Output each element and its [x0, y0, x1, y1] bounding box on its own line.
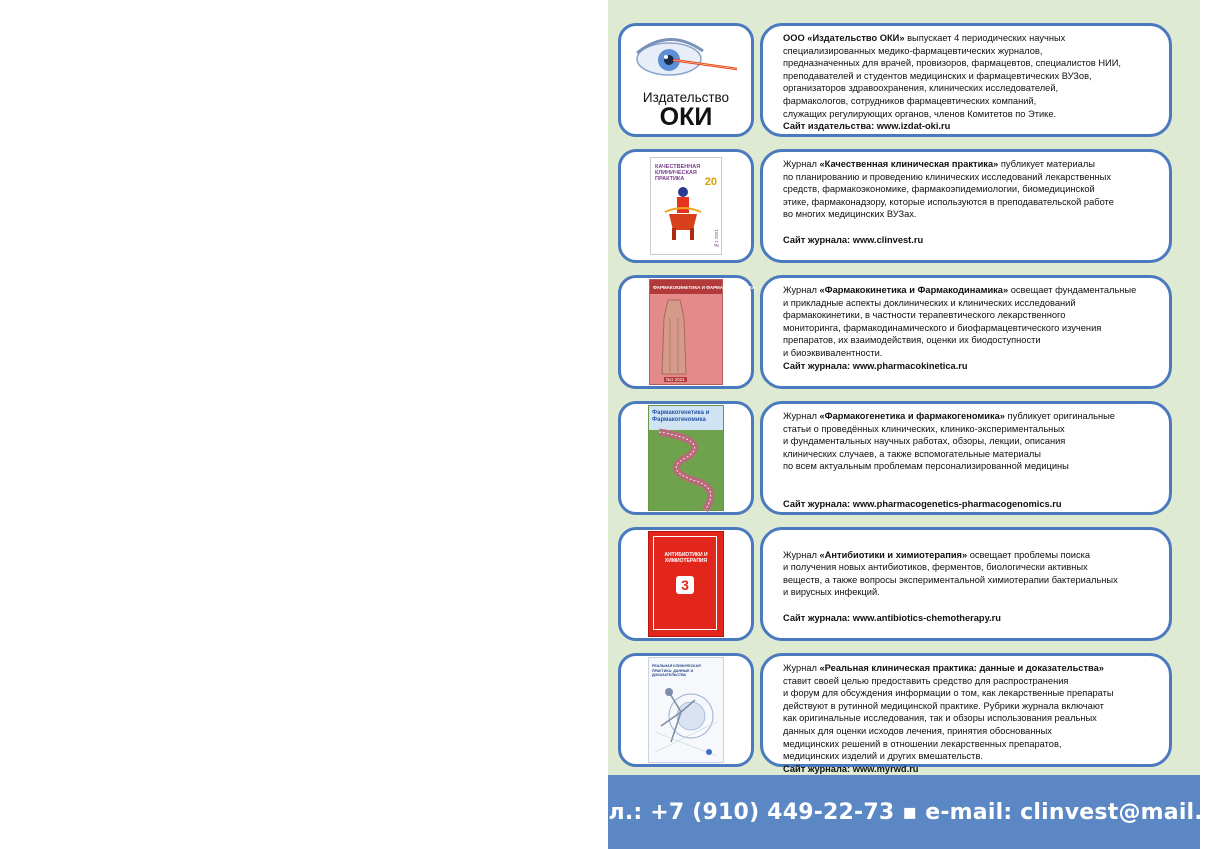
text-line: ООО «Издательство ОКИ» выпускает 4 периодических научных: [783, 33, 1066, 43]
logo-name: ОКИ: [659, 103, 713, 131]
text-line: данных для оценки исходов лечения, принятия обоснованных: [783, 725, 1052, 736]
text-line: Журнал «Реальная клиническая практика: данные и доказательства»: [783, 663, 1104, 673]
text-line: по планированию и проведению клинических исследований лекарственных: [783, 171, 1111, 182]
cover-issue: №1 2021: [666, 377, 685, 382]
logo-caption: Издательство: [642, 90, 730, 105]
contact-info[interactable]: Тел.: +7 (910) 449-22-73 ▪ e-mail: clinvest@mail.ru: [578, 799, 1230, 825]
text-line: организаторов здравоохранения, клинических исследователей,: [783, 83, 1059, 94]
blank-line: [783, 536, 1161, 549]
cover-title: Фармакогенетика и Фармакогеномика: [652, 410, 710, 423]
text-line: этике, фармаконадзору, которые используются в преподавательской работе: [783, 196, 1114, 207]
text-line: медицинских изделий и других вмешательств.: [783, 751, 983, 762]
publisher-logo-card: [618, 23, 754, 137]
cover-title: АНТИБИОТИКИ И ХИМИОТЕРАПИЯ: [664, 552, 708, 564]
publisher-row: [618, 23, 1172, 141]
text-line: и форум для обсуждения информации о том, как лекарственные препараты: [783, 688, 1114, 699]
text-line: и вирусных инфекций.: [783, 587, 880, 598]
publisher-logo: [631, 31, 741, 129]
text-line: и биоэквивалентности.: [783, 347, 883, 358]
journal-description: [760, 149, 1172, 263]
text-line: фармакокинетики, в частности терапевтического лекарственного: [783, 310, 1066, 321]
contact-footer: [578, 775, 1230, 849]
text-line: по всем актуальным проблемам персонализированной медицины: [783, 461, 1069, 472]
journal-row-clinvest: [618, 149, 1172, 267]
journal-site-link[interactable]: Сайт журнала: www.clinvest.ru: [783, 234, 924, 245]
text-line: служащих регулирующих органов, членов Комитетов по Этике.: [783, 108, 1057, 119]
text-line: и получения новых антибиотиков, ферментов, биологически активных: [783, 562, 1088, 573]
text-line: средств, фармакоэкономике, фармакоэпидемиологии, биомедицинской: [783, 184, 1095, 195]
journal-cover-card: [618, 401, 754, 515]
journal-cover-pharmacogenetics: [648, 405, 724, 511]
text-line: Журнал «Антибиотики и химиотерапия» освещает проблемы поиска: [783, 549, 1091, 560]
journal-site-link[interactable]: Сайт журнала: www.myrwd.ru: [783, 763, 919, 774]
publisher-site-link[interactable]: Сайт издательства: www.izdat-oki.ru: [783, 121, 951, 132]
text-line: ставит своей целью предоставить средство для распространения: [783, 675, 1069, 686]
text-line: клинических случаев, а также вспомогательные материалы: [783, 448, 1041, 459]
journal-cover-clinvest: [650, 157, 722, 255]
blank-left-page: [0, 0, 608, 849]
journal-row-antibiotics: [618, 527, 1172, 645]
cover-issue: №1 2021: [714, 229, 719, 248]
text-line: действуют в рутинной медицинской практике. Рубрики журнала включают: [783, 700, 1104, 711]
text-line: как оригинальные исследования, так и обзоры использования реальных: [783, 713, 1097, 724]
cover-title: РЕАЛЬНАЯ КЛИНИЧЕСКАЯ ПРАКТИКА: ДАННЫЕ И ДОКАЗАТЕЛЬСТВА: [652, 664, 701, 677]
journal-site-link[interactable]: Сайт журнала: www.antibiotics-chemotherapy.ru: [783, 612, 1001, 623]
text-line: преподавателей и студентов медицинских и фармацевтических ВУЗов,: [783, 70, 1092, 81]
cover-title: КАЧЕСТВЕННАЯ КЛИНИЧЕСКАЯ ПРАКТИКА: [655, 164, 701, 182]
blank-line: [783, 599, 1161, 612]
network-figure-icon: [651, 682, 721, 760]
text-line: Журнал «Фармакогенетика и фармакогеномика» публикует оригинальные: [783, 411, 1115, 421]
text-line: фармакологов, сотрудников фармацевтических компаний,: [783, 95, 1037, 106]
journal-row-myrwd: [618, 653, 1172, 774]
text-line: препаратов, их взаимодействия, оценки их биодоступности: [783, 335, 1041, 346]
text-line: Журнал «Фармакокинетика и Фармакодинамика» освещает фундаментальные: [783, 285, 1137, 295]
blank-line: [783, 221, 1161, 234]
journal-cover-card: [618, 275, 754, 389]
journal-description: [760, 401, 1172, 515]
text-line: и прикладные аспекты доклинических и клинических исследований: [783, 297, 1076, 308]
blank-line: [783, 473, 1161, 486]
journal-cover-card: [618, 527, 754, 641]
cover-issue: 3: [676, 576, 694, 594]
rider-illustration-icon: [663, 184, 703, 242]
journal-description: [760, 275, 1172, 389]
journal-cover-card: [618, 149, 754, 263]
journal-site-link[interactable]: Сайт журнала: www.pharmacogenetics-pharmacogenomics.ru: [783, 499, 1062, 510]
journal-description: [760, 527, 1172, 641]
text-line: во многих медицинских ВУЗах.: [783, 209, 917, 220]
text-line: Журнал «Качественная клиническая практика» публикует материалы: [783, 159, 1095, 169]
journal-row-pharmacogenetics: [618, 401, 1172, 519]
winding-road-icon: [649, 430, 723, 510]
eye-laser-icon: [631, 31, 741, 83]
statue-illustration-icon: [658, 298, 690, 376]
text-line: веществ, а также вопросы экспериментальной химиотерапии бактериальных: [783, 574, 1118, 585]
text-line: предназначенных для врачей, провизоров, фармацевтов, специалистов НИИ,: [783, 58, 1121, 69]
journal-cover-pharmacokinetica: [649, 279, 756, 385]
cover-title: ФАРМАКОКИНЕТИКА И ФАРМАКОДИНАМИКА: [653, 285, 756, 290]
text-line: мониторинга, фармакодинамического и биофармацевтического изучения: [783, 322, 1102, 333]
text-line: специализированных медико-фармацевтических журналов,: [783, 45, 1043, 56]
text-line: и фундаментальных научных работах, обзоры, лекции, описания: [783, 436, 1066, 447]
cover-badge: 20: [704, 176, 717, 188]
blank-line: [783, 486, 1161, 499]
text-line: медицинских решений в отношении лекарственных препаратов,: [783, 738, 1062, 749]
publisher-description: [760, 23, 1172, 137]
text-line: статьи о проведённых клинических, клинико-экспериментальных: [783, 423, 1065, 434]
journal-cover-myrwd: [648, 657, 724, 763]
journal-cover-card: [618, 653, 754, 767]
journal-description: [760, 653, 1172, 774]
journal-row-pharmacokinetica: [618, 275, 1172, 393]
journal-cover-antibiotics: [648, 531, 724, 637]
journal-site-link[interactable]: Сайт журнала: www.pharmacokinetica.ru: [783, 360, 968, 371]
